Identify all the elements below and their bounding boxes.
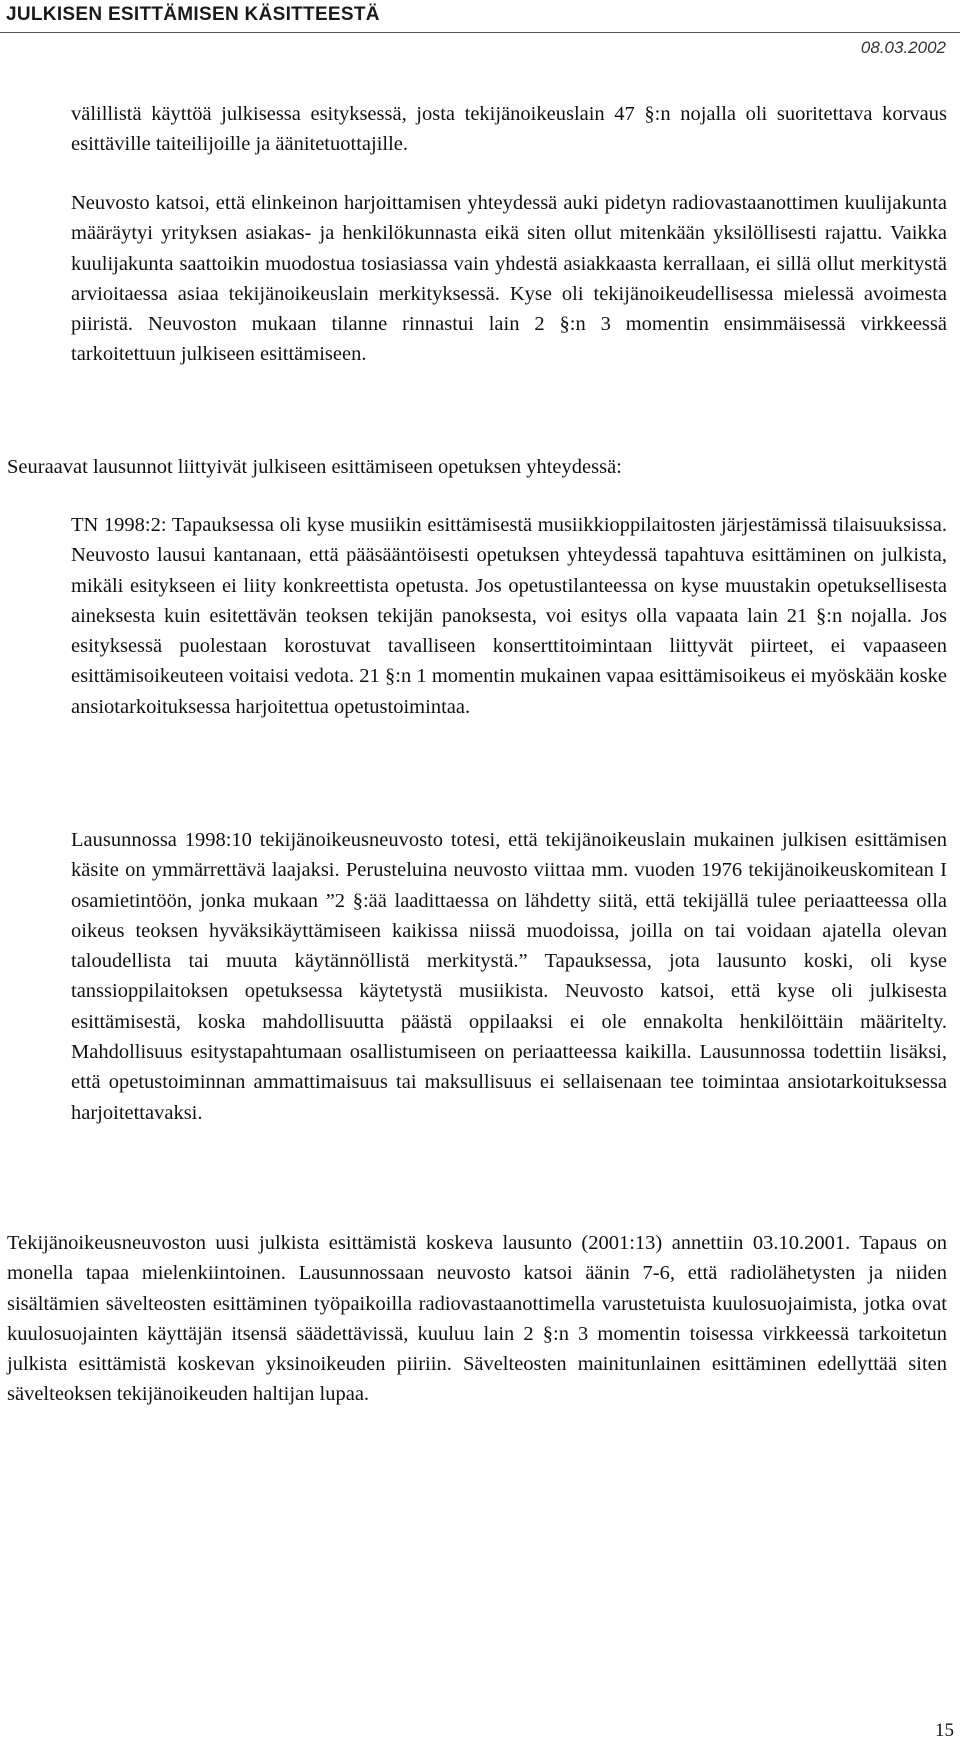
paragraph-continuation: välillistä käyttöä julkisessa esityksessä, josta tekijänoikeuslain 47 §:n nojalla oli suoritettava korvaus esittäville taiteilijoille ja äänitetuottajille. xyxy=(71,103,947,156)
paragraph-seuraavat-lausunnot: Seuraavat lausunnot liittyivät julkiseen esittämiseen opetuksen yhteydessä: xyxy=(7,456,622,478)
paragraph-lausunnossa-1998-10: Lausunnossa 1998:10 tekijänoikeusneuvosto totesi, että tekijänoikeuslain mukainen julkisen esittämisen käsite on ymmärrettävä laajaksi. Perusteluina neuvosto viittaa mm. vuoden 1976 tekijänoikeuskomitean I osamietintöön, jonka mukaan ”2 §:ää laadittaessa on lähdetty siitä, että tekijällä tulee periaatteessa olla oikeus teoksen hyväksikäyttämiseen kaikissa niissä muodoissa, joilla on tai voidaan ajatella olevan taloudellista tai muuta käytännöllistä merkitystä.” Tapauksessa, jota lausunto koski, oli kyse tanssioppilaitoksen opetuksessa käytetystä musiikista. Neuvosto katsoi, että kyse oli julkisesta esittämisestä, koska mahdollisuutta päästä oppilaaksi ei ole ennakolta henkilöittäin määritelty. Mahdollisuus esitystapahtumaan osallistumiseen on periaatteessa kaikilla. Lausunnossa todettiin lisäksi, että opetustoiminnan ammattimaisuus tai maksullisuus ei sellaisenaan tee toimintaa ansiotarkoituksessa harjoitettavaksi. xyxy=(71,829,947,1124)
paragraph-lausunto-2001-13: Tekijänoikeusneuvoston uusi julkista esittämistä koskeva lausunto (2001:13) annettiin 03.10.2001. Tapaus on monella tapaa mielenkiintoinen. Lausunnossaan neuvosto katsoi äänin 7-6, että radiolähetysten ja niiden sisältämien sävelteosten esittäminen työpaikoilla radiovastaanottimella varustetuista kuulosuojaimista, jotka ovat kuulosuojainten käyttäjän itsensä säädettävissä, kuuluu lain 2 §:n 3 momentin toisessa virkkeessä tarkoitetun julkista esittämistä koskevan yksinoikeuden piiriin. Sävelteosten mainitunlainen esittäminen edellyttää siten sävelteoksen tekijänoikeuden haltijan lupaa. xyxy=(7,1232,947,1406)
paragraph-tn-1998-2: TN 1998:2: Tapauksessa oli kyse musiikin esittämisestä musiikkioppilaitosten järjestämissä tilaisuuksissa. Neuvosto lausui kantanaan, että pääsääntöisesti opetuksen yhteydessä tapahtuva esittäminen on julkista, mikäli esitykseen ei liity konkreettista opetusta. Jos opetustilanteessa on kyse muustakin opetuksellisesta aineksesta kuin esitettävän teoksen tekijän panoksesta, voi esitys olla vapaata lain 21 §:n nojalla. Jos esityksessä puolestaan korostuvat tavalliseen konserttitoimintaan liittyvät piirteet, ei vapaaseen esittämisoikeuteen voitaisi vedota. 21 §:n 1 momentin mukainen vapaa esittämisoikeus ei myöskään koske ansiotarkoituksessa harjoitettua opetustoimintaa. xyxy=(71,514,947,718)
header-divider xyxy=(0,32,960,33)
document-date: 08.03.2002 xyxy=(860,38,946,57)
document-title: JULKISEN ESITTÄMISEN KÄSITTEESTÄ xyxy=(6,4,380,25)
paragraph-neuvosto-katsoi: Neuvosto katsoi, että elinkeinon harjoittamisen yhteydessä auki pidetyn radiovastaanottimen kuulijakunta määräytyi yrityksen asiakas- ja henkilökunnasta eikä siten ollut mitenkään yksilöllisesti rajattu. Vaikka kuulijakunta saattoikin muodostua tosiasiassa vain yhdestä asiakkaasta kerrallaan, ei sillä ollut merkitystä arvioitaessa asiaa tekijänoikeuslain merkityksessä. Kyse oli tekijänoikeudellisessa mielessä avoimesta piiristä. Neuvoston mukaan tilanne rinnastui lain 2 §:n 3 momentin ensimmäisessä virkkeessä tarkoitettuun julkiseen esittämiseen. xyxy=(71,192,947,366)
page-number: 15 xyxy=(935,1720,954,1741)
